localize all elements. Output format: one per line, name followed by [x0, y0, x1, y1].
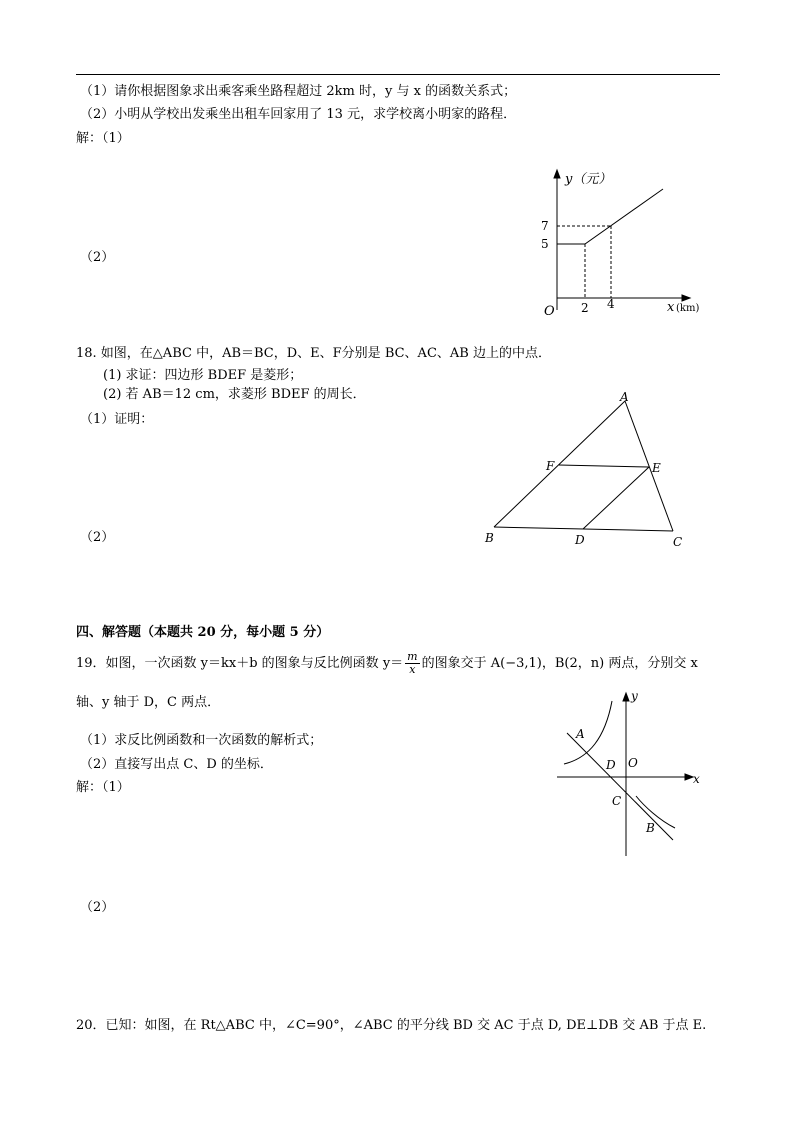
label-A: A [620, 390, 629, 404]
q19-answer-label: 解：（1） [76, 780, 130, 795]
q19-stem-line1 [76, 651, 698, 676]
q19-answer2-label: （2） [80, 900, 115, 915]
q17-answer2-label: （2） [80, 250, 115, 265]
q19-stem-c: 轴、y 轴于 D，C 两点． [76, 695, 221, 710]
x-axis-arrow-icon [685, 774, 693, 780]
label-E: E [652, 461, 661, 475]
y-axis-label: y（元） [565, 172, 612, 187]
label-D: D [575, 533, 585, 547]
hyperbola-branch-lower [636, 796, 675, 828]
x-axis-arrow-icon [682, 295, 690, 301]
y-axis-arrow-icon [554, 170, 560, 178]
label-B: B [646, 821, 655, 835]
q18-proof-label: （1）证明： [80, 412, 154, 427]
label-C: C [612, 794, 622, 808]
q19-sub1: （1）求反比例函数和一次函数的解析式； [80, 733, 323, 748]
q18-stem: 18. 如图，在△ABC 中，AB＝BC，D、E、F分别是 BC、AC、AB 边上的中点． [76, 346, 551, 361]
linear-function-line [567, 733, 673, 840]
y-axis-arrow-icon [623, 693, 629, 701]
fare-line [557, 189, 663, 244]
x-tick-2: 2 [581, 301, 589, 315]
taxi-fare-graph [525, 165, 705, 320]
header-rule [76, 74, 720, 75]
q20-stem: 20．已知：如图，在 Rt△ABC 中，∠C=90°，∠ABC 的平分线 BD 交 AC 于点 D, DE⊥DB 交 AB 于点 E. [76, 1018, 707, 1033]
label-B: B [485, 531, 494, 545]
x-tick-4: 4 [607, 297, 615, 311]
y-tick-7: 7 [541, 219, 549, 233]
side-AC [625, 401, 673, 531]
q17-part2: （2）小明从学校出发乘坐出租车回家用了 13 元，求学校离小明家的路程． [80, 107, 517, 122]
label-D: D [606, 758, 616, 772]
segment-ED [583, 467, 649, 529]
q18-answer2-label: （2） [80, 530, 115, 545]
hyperbola-figure [555, 688, 705, 860]
segment-FE [559, 465, 649, 467]
label-x: x [693, 772, 700, 786]
q17-part1: （1）请你根据图象求出乘客乘坐路程超过 2km 时，y 与 x 的函数关系式； [80, 84, 517, 99]
y-tick-5: 5 [541, 237, 549, 251]
q19-sub2: （2）直接写出点 C、D 的坐标． [80, 757, 273, 772]
q17-answer-label: 解：（1） [76, 131, 130, 146]
label-C: C [673, 535, 683, 549]
fraction-denominator: x [409, 663, 416, 676]
label-A: A [576, 727, 585, 741]
x-axis-label: x [667, 300, 675, 315]
rhombus-figure [480, 390, 700, 555]
origin-label: O [544, 304, 555, 319]
label-F: F [546, 459, 555, 473]
x-axis-unit: (km) [676, 303, 700, 314]
q18-sub1: (1) 求证：四边形 BDEF 是菱形； [103, 368, 303, 383]
q19-stem-b: 的图象交于 A(−3,1)，B(2，n) 两点，分别交 x [421, 656, 698, 671]
q19-stem-a: 19．如图，一次函数 y＝kx＋b 的图象与反比例函数 y＝ [76, 656, 404, 671]
fraction-m-over-x [405, 651, 419, 676]
label-O: O [628, 756, 638, 770]
fraction-numerator: m [407, 650, 418, 663]
q18-sub2: (2) 若 AB＝12 cm，求菱形 BDEF 的周长． [103, 387, 366, 402]
section4-title: 四、解答题（本题共 20 分，每小题 5 分） [76, 625, 330, 640]
label-y: y [631, 689, 638, 703]
